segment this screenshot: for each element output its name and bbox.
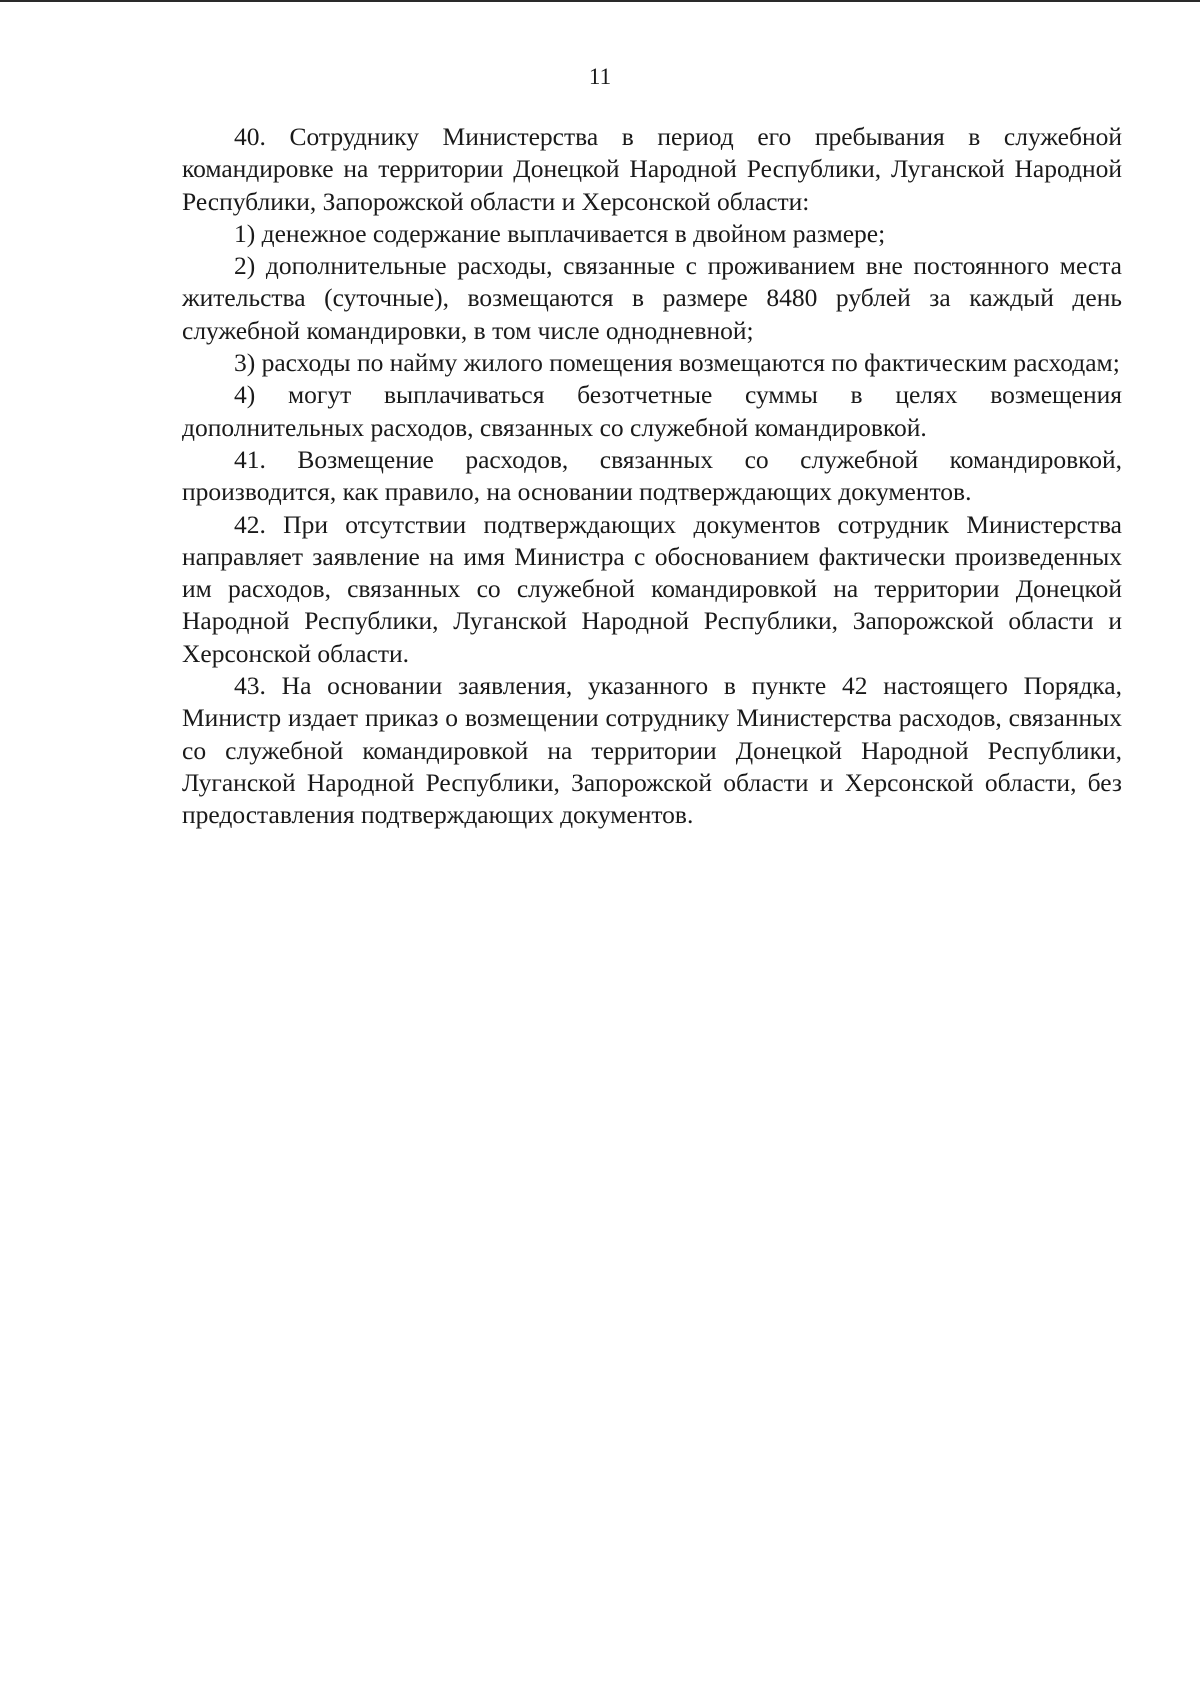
paragraph-43: 43. На основании заявления, указанного в пункте 42 настоящего Порядка, Министр издает приказ о возмещении сотруднику Министерства расходов, связанных со служебной командировкой на территории Донецкой Народной Республики, Луганской Народной Республики, Запорожской области и Херсонской области, без предоставления подтверждающих документов. — [182, 671, 1122, 830]
paragraph-40: 40. Сотруднику Министерства в период его пребывания в служебной командировке на территории Донецкой Народной Республики, Луганской Народной Республики, Запорожской области и Херсонской области: — [182, 122, 1122, 216]
paragraph-40-item-4: 4) могут выплачиваться безотчетные суммы в целях возмещения дополнительных расходов, связанных со служебной командировкой. — [182, 380, 1122, 442]
scan-top-border — [0, 0, 1200, 2]
document-body — [182, 121, 1122, 832]
paragraph-40-item-2: 2) дополнительные расходы, связанные с проживанием вне постоянного места жительства (суточные), возмещаются в размере 8480 рублей за каждый день служебной командировки, в том числе однодневной; — [182, 251, 1122, 345]
paragraph-40-item-1: 1) денежное содержание выплачивается в двойном размере; — [234, 218, 886, 248]
paragraph-40-item-3: 3) расходы по найму жилого помещения возмещаются по фактическим расходам; — [234, 348, 1120, 378]
paragraph-42: 42. При отсутствии подтверждающих документов сотрудник Министерства направляет заявление на имя Министра с обоснованием фактически произведенных им расходов, связанных со служебной командировкой на территории Донецкой Народной Республики, Луганской Народной Республики, Запорожской области и Херсонской области. — [182, 509, 1122, 668]
paragraph-41: 41. Возмещение расходов, связанных со служебной командировкой, производится, как правило, на основании подтверждающих документов. — [182, 444, 1122, 507]
page-number: 11 — [588, 64, 612, 89]
